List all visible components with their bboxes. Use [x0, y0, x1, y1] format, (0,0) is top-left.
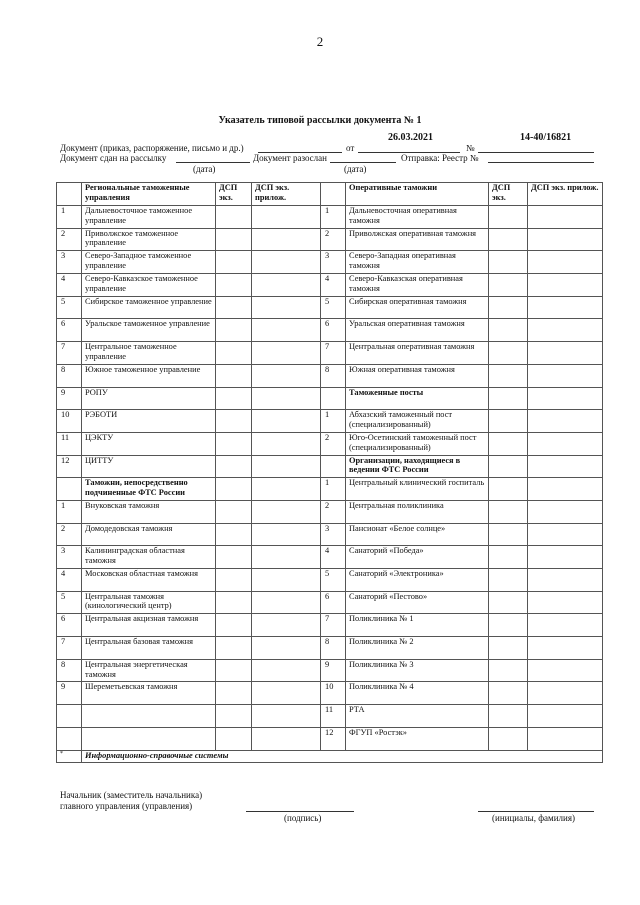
date-caption-1: (дата) [193, 164, 216, 174]
left-dsp-appendix-cell[interactable] [252, 364, 321, 387]
table-row [57, 523, 603, 546]
left-org-name: Северо-Западное таможенное управление [82, 251, 216, 274]
table-row [57, 228, 603, 251]
left-org-name: Центральная базовая таможня [82, 637, 216, 660]
right-row-number: 2 [321, 432, 346, 455]
left-dsp-copies-cell[interactable] [216, 206, 252, 229]
document-number: 14-40/16821 [520, 132, 572, 143]
left-dsp-appendix-cell[interactable] [252, 523, 321, 546]
right-dsp-copies-cell[interactable] [489, 364, 528, 387]
right-org-name: РТА [346, 705, 489, 728]
footer-info-systems: Информационно-справочные системы [82, 750, 603, 762]
left-org-name: ЦЭКТУ [82, 432, 216, 455]
table-row [57, 342, 603, 365]
left-dsp-appendix-cell[interactable] [252, 705, 321, 728]
right-dsp-appendix-cell[interactable] [528, 206, 603, 229]
left-dsp-copies-cell[interactable] [216, 569, 252, 592]
left-dsp-appendix-cell[interactable] [252, 319, 321, 342]
right-org-name: Уральская оперативная таможня [346, 319, 489, 342]
signatory-line-1: Начальник (заместитель начальника) [60, 790, 203, 800]
right-dsp-copies-cell[interactable] [489, 387, 528, 410]
right-row-number [321, 387, 346, 410]
left-org-name: Шереметьевская таможня [82, 682, 216, 705]
right-dsp-copies-cell[interactable] [489, 432, 528, 455]
left-row-number: 3 [57, 546, 82, 569]
right-dsp-copies-cell[interactable] [489, 523, 528, 546]
header-num-left [57, 183, 82, 206]
left-dsp-copies-cell[interactable] [216, 500, 252, 523]
document-title: Указатель типовой рассылки документа № 1 [218, 115, 422, 126]
left-dsp-appendix-cell[interactable] [252, 432, 321, 455]
left-dsp-copies-cell[interactable] [216, 228, 252, 251]
left-dsp-copies-cell[interactable] [216, 546, 252, 569]
table-row [57, 659, 603, 682]
right-dsp-copies-cell[interactable] [489, 251, 528, 274]
signature-caption: (подпись) [284, 813, 322, 823]
signatory-line-2: главного управления (управления) [60, 801, 193, 812]
table-row [57, 319, 603, 342]
right-row-number: 6 [321, 591, 346, 614]
right-dsp-copies-cell[interactable] [489, 637, 528, 660]
left-org-name: Сибирское таможенное управление [82, 296, 216, 319]
right-dsp-appendix-cell[interactable] [528, 569, 603, 592]
left-dsp-copies-cell[interactable] [216, 637, 252, 660]
left-dsp-appendix-cell[interactable] [252, 478, 321, 501]
right-dsp-appendix-cell[interactable] [528, 523, 603, 546]
left-dsp-copies-cell[interactable] [216, 274, 252, 297]
left-org-name: Уральское таможенное управление [82, 319, 216, 342]
left-dsp-appendix-cell[interactable] [252, 614, 321, 637]
left-row-number [57, 727, 82, 750]
left-org-name: Внуковская таможня [82, 500, 216, 523]
left-row-number: 9 [57, 682, 82, 705]
left-org-name: Калининградская областная таможня [82, 546, 216, 569]
right-org-name: Центральная оперативная таможня [346, 342, 489, 365]
right-org-name: Дальневосточная оперативная таможня [346, 206, 489, 229]
table-header-row [57, 183, 603, 206]
page-number: 2 [316, 34, 324, 49]
left-dsp-appendix-cell[interactable] [252, 455, 321, 478]
left-dsp-copies-cell[interactable] [216, 410, 252, 433]
right-dsp-appendix-cell[interactable] [528, 274, 603, 297]
right-dsp-appendix-cell[interactable] [528, 432, 603, 455]
right-dsp-copies-cell[interactable] [489, 682, 528, 705]
table-row [57, 546, 603, 569]
header-right-dsp-app: ДСП экз. прилож. [528, 183, 603, 206]
left-dsp-appendix-cell[interactable] [252, 659, 321, 682]
right-dsp-appendix-cell[interactable] [528, 410, 603, 433]
right-dsp-appendix-cell[interactable] [528, 319, 603, 342]
left-dsp-copies-cell[interactable] [216, 319, 252, 342]
table-row [57, 614, 603, 637]
right-dsp-appendix-cell[interactable] [528, 387, 603, 410]
right-org-name: Южная оперативная таможня [346, 364, 489, 387]
table-footer-row [57, 750, 603, 762]
left-row-number: 9 [57, 387, 82, 410]
right-org-name: Санаторий «Победа» [346, 546, 489, 569]
right-org-name: Сибирская оперативная таможня [346, 296, 489, 319]
left-dsp-appendix-cell[interactable] [252, 682, 321, 705]
left-row-number: 6 [57, 319, 82, 342]
header-left-dsp-app: ДСП экз. прилож. [252, 183, 321, 206]
table-row [57, 274, 603, 297]
left-row-number [57, 705, 82, 728]
left-org-name: РЭБОТИ [82, 410, 216, 433]
right-dsp-copies-cell[interactable] [489, 614, 528, 637]
left-row-number: 4 [57, 274, 82, 297]
right-row-number: 1 [321, 206, 346, 229]
table-row [57, 296, 603, 319]
left-dsp-appendix-cell[interactable] [252, 410, 321, 433]
signature-field[interactable] [246, 811, 354, 812]
left-dsp-appendix-cell[interactable] [252, 591, 321, 614]
name-field[interactable] [478, 811, 594, 812]
right-dsp-appendix-cell[interactable] [528, 455, 603, 478]
right-dsp-appendix-cell[interactable] [528, 705, 603, 728]
left-org-name: Дальневосточное таможенное управление [82, 206, 216, 229]
left-dsp-copies-cell[interactable] [216, 682, 252, 705]
left-row-number: 7 [57, 637, 82, 660]
left-org-name: Таможни, непосредственно подчиненные ФТС России [82, 478, 216, 501]
right-dsp-copies-cell[interactable] [489, 296, 528, 319]
right-org-name: Санаторий «Электроника» [346, 569, 489, 592]
left-row-number: 2 [57, 228, 82, 251]
right-row-number: 5 [321, 569, 346, 592]
table-row [57, 569, 603, 592]
left-dsp-copies-cell[interactable] [216, 455, 252, 478]
left-row-number: 6 [57, 614, 82, 637]
left-row-number: 8 [57, 659, 82, 682]
left-dsp-copies-cell[interactable] [216, 251, 252, 274]
left-org-name [82, 705, 216, 728]
right-row-number: 7 [321, 342, 346, 365]
left-dsp-appendix-cell[interactable] [252, 500, 321, 523]
left-org-name: Центральная таможня (кинологический центр) [82, 591, 216, 614]
right-org-name: Центральная поликлиника [346, 500, 489, 523]
right-dsp-copies-cell[interactable] [489, 500, 528, 523]
table-row [57, 432, 603, 455]
right-dsp-copies-cell[interactable] [489, 591, 528, 614]
right-dsp-copies-cell[interactable] [489, 319, 528, 342]
left-org-name [82, 727, 216, 750]
left-dsp-appendix-cell[interactable] [252, 251, 321, 274]
table-row [57, 455, 603, 478]
right-dsp-copies-cell[interactable] [489, 228, 528, 251]
left-row-number: 5 [57, 591, 82, 614]
right-dsp-appendix-cell[interactable] [528, 546, 603, 569]
table-row [57, 500, 603, 523]
right-dsp-copies-cell[interactable] [489, 274, 528, 297]
table-row [57, 478, 603, 501]
right-org-name: Северо-Западная оперативная таможня [346, 251, 489, 274]
doc-number-field[interactable] [478, 152, 594, 153]
right-dsp-copies-cell[interactable] [489, 342, 528, 365]
right-org-name: Центральный клинический госпиталь [346, 478, 489, 501]
right-row-number: 8 [321, 637, 346, 660]
table-row [57, 682, 603, 705]
right-row-number: 4 [321, 546, 346, 569]
doc-type-label: Документ (приказ, распоряжение, письмо и др.) [60, 143, 244, 153]
left-dsp-copies-cell[interactable] [216, 432, 252, 455]
right-dsp-copies-cell[interactable] [489, 546, 528, 569]
left-dsp-appendix-cell[interactable] [252, 274, 321, 297]
right-row-number: 3 [321, 251, 346, 274]
right-row-number: 8 [321, 364, 346, 387]
left-row-number: 1 [57, 500, 82, 523]
left-dsp-copies-cell[interactable] [216, 342, 252, 365]
left-row-number: 12 [57, 455, 82, 478]
right-dsp-appendix-cell[interactable] [528, 500, 603, 523]
right-row-number: 12 [321, 727, 346, 750]
left-org-name: Центральное таможенное управление [82, 342, 216, 365]
right-org-name: Северо-Кавказская оперативная таможня [346, 274, 489, 297]
right-dsp-copies-cell[interactable] [489, 478, 528, 501]
left-dsp-appendix-cell[interactable] [252, 296, 321, 319]
right-row-number: 1 [321, 410, 346, 433]
table-row [57, 410, 603, 433]
right-dsp-appendix-cell[interactable] [528, 659, 603, 682]
right-row-number: 7 [321, 614, 346, 637]
header-left-name: Региональные таможенные управления [82, 183, 216, 206]
left-dsp-copies-cell[interactable] [216, 727, 252, 750]
right-dsp-copies-cell[interactable] [489, 455, 528, 478]
right-org-name: Приволжская оперативная таможня [346, 228, 489, 251]
right-org-name: Абхазский таможенный пост (специализированный) [346, 410, 489, 433]
right-org-name: Юго-Осетинский таможенный пост (специализированный) [346, 432, 489, 455]
right-row-number [321, 455, 346, 478]
right-dsp-appendix-cell[interactable] [528, 364, 603, 387]
left-row-number: 11 [57, 432, 82, 455]
header-num-right [321, 183, 346, 206]
right-dsp-appendix-cell[interactable] [528, 637, 603, 660]
left-dsp-appendix-cell[interactable] [252, 342, 321, 365]
right-dsp-appendix-cell[interactable] [528, 296, 603, 319]
document-date: 26.03.2021 [388, 132, 433, 143]
left-row-number: 7 [57, 342, 82, 365]
right-row-number: 5 [321, 296, 346, 319]
dist-label: Документ сдан на рассылку [60, 153, 167, 163]
sent-label: Документ разослан [253, 153, 327, 163]
right-dsp-copies-cell[interactable] [489, 206, 528, 229]
left-row-number: 3 [57, 251, 82, 274]
left-org-name: Домодедовская таможня [82, 523, 216, 546]
left-dsp-appendix-cell[interactable] [252, 727, 321, 750]
date-caption-2: (дата) [344, 164, 367, 174]
header-left-dsp: ДСП экз. [216, 183, 252, 206]
right-org-name: Санаторий «Пестово» [346, 591, 489, 614]
left-dsp-copies-cell[interactable] [216, 387, 252, 410]
dispatch-register-field[interactable] [488, 162, 594, 163]
table-row [57, 251, 603, 274]
left-row-number: 4 [57, 569, 82, 592]
left-dsp-copies-cell[interactable] [216, 659, 252, 682]
right-dsp-copies-cell[interactable] [489, 569, 528, 592]
header-right-name: Оперативные таможни [346, 183, 489, 206]
left-dsp-appendix-cell[interactable] [252, 546, 321, 569]
left-dsp-copies-cell[interactable] [216, 523, 252, 546]
right-org-name: Поликлиника № 2 [346, 637, 489, 660]
left-dsp-copies-cell[interactable] [216, 614, 252, 637]
left-org-name: Центральная акцизная таможня [82, 614, 216, 637]
right-dsp-copies-cell[interactable] [489, 727, 528, 750]
right-org-name: Пансионат «Белое солнце» [346, 523, 489, 546]
right-dsp-copies-cell[interactable] [489, 705, 528, 728]
right-dsp-appendix-cell[interactable] [528, 228, 603, 251]
left-dsp-copies-cell[interactable] [216, 705, 252, 728]
right-row-number: 2 [321, 500, 346, 523]
dist-date-field[interactable] [176, 162, 250, 163]
right-row-number: 11 [321, 705, 346, 728]
table-row [57, 591, 603, 614]
left-org-name: ЦИТТУ [82, 455, 216, 478]
right-dsp-copies-cell[interactable] [489, 410, 528, 433]
doc-from-label: от [346, 143, 355, 153]
left-dsp-appendix-cell[interactable] [252, 637, 321, 660]
right-org-name: Поликлиника № 3 [346, 659, 489, 682]
left-row-number: 5 [57, 296, 82, 319]
table-row [57, 387, 603, 410]
distribution-table [56, 182, 603, 763]
left-dsp-copies-cell[interactable] [216, 478, 252, 501]
signatory-title [60, 790, 202, 813]
table-row [57, 705, 603, 728]
right-dsp-appendix-cell[interactable] [528, 614, 603, 637]
left-row-number: 10 [57, 410, 82, 433]
right-dsp-appendix-cell[interactable] [528, 342, 603, 365]
left-dsp-appendix-cell[interactable] [252, 228, 321, 251]
table-row [57, 206, 603, 229]
left-dsp-appendix-cell[interactable] [252, 206, 321, 229]
sent-date-field[interactable] [330, 162, 396, 163]
right-dsp-appendix-cell[interactable] [528, 591, 603, 614]
dispatch-label: Отправка: Реестр № [401, 153, 479, 163]
left-row-number: 8 [57, 364, 82, 387]
left-org-name: Приволжское таможенное управление [82, 228, 216, 251]
right-row-number: 3 [321, 523, 346, 546]
right-row-number: 9 [321, 659, 346, 682]
left-org-name: Центральная энергетическая таможня [82, 659, 216, 682]
left-org-name: РОПУ [82, 387, 216, 410]
right-org-name: Организации, находящиеся в ведении ФТС России [346, 455, 489, 478]
left-dsp-copies-cell[interactable] [216, 296, 252, 319]
left-dsp-copies-cell[interactable] [216, 591, 252, 614]
right-row-number: 4 [321, 274, 346, 297]
left-org-name: Московская областная таможня [82, 569, 216, 592]
header-right-dsp: ДСП экз. [489, 183, 528, 206]
right-row-number: 1 [321, 478, 346, 501]
table-row [57, 364, 603, 387]
left-org-name: Северо-Кавказское таможенное управление [82, 274, 216, 297]
table-row [57, 727, 603, 750]
right-dsp-appendix-cell[interactable] [528, 251, 603, 274]
left-row-number [57, 478, 82, 501]
left-dsp-appendix-cell[interactable] [252, 569, 321, 592]
table-row [57, 637, 603, 660]
left-org-name: Южное таможенное управление [82, 364, 216, 387]
right-dsp-appendix-cell[interactable] [528, 727, 603, 750]
right-row-number: 2 [321, 228, 346, 251]
right-dsp-copies-cell[interactable] [489, 659, 528, 682]
right-org-name: Таможенные посты [346, 387, 489, 410]
name-caption: (инициалы, фамилия) [492, 813, 575, 823]
left-dsp-copies-cell[interactable] [216, 364, 252, 387]
right-org-name: Поликлиника № 4 [346, 682, 489, 705]
right-dsp-appendix-cell[interactable] [528, 478, 603, 501]
left-row-number: 1 [57, 206, 82, 229]
left-row-number: 2 [57, 523, 82, 546]
right-row-number: 10 [321, 682, 346, 705]
right-dsp-appendix-cell[interactable] [528, 682, 603, 705]
right-row-number: 6 [321, 319, 346, 342]
right-org-name: Поликлиника № 1 [346, 614, 489, 637]
doc-number-label: № [466, 143, 475, 153]
left-dsp-appendix-cell[interactable] [252, 387, 321, 410]
right-org-name: ФГУП «Ростэк» [346, 727, 489, 750]
footer-mark: * [57, 750, 82, 762]
